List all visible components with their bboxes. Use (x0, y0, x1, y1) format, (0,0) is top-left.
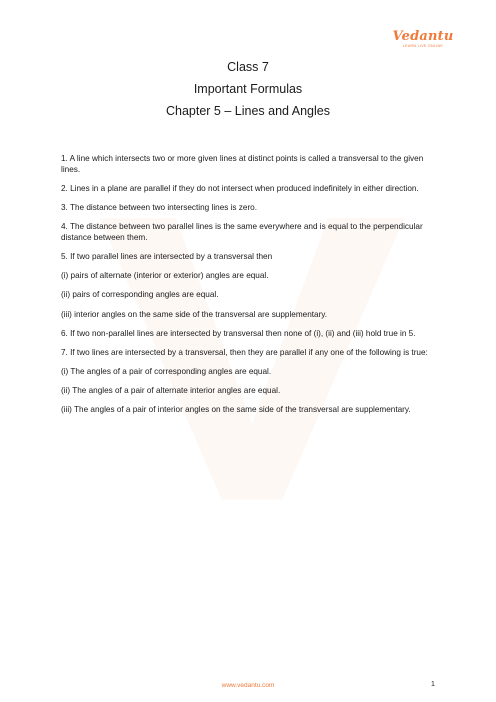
document-header (0, 56, 496, 122)
point-5-ii: (ii) pairs of corresponding angles are equal. (61, 290, 219, 300)
page-number: 1 (431, 681, 435, 688)
logo-wordmark: Vedantu (392, 29, 454, 44)
point-6: 6. If two non-parallel lines are intersected by transversal then none of (i), (ii) and (iii) hold true in 5. (61, 328, 416, 338)
point-7: 7. If two lines are intersected by a transversal, then they are parallel if any one of the following is true: (61, 347, 428, 357)
vedantu-logo (392, 30, 454, 49)
point-5: 5. If two parallel lines are intersected by a transversal then (61, 251, 273, 261)
formula-list (61, 154, 436, 425)
point-1: 1. A line which intersects two or more given lines at distinct points is called a transversal to the given lines. (61, 154, 424, 174)
document-subtitle: Important Formulas (193, 82, 303, 96)
point-3: 3. The distance between two intersecting lines is zero. (61, 202, 258, 212)
class-title: Class 7 (227, 60, 269, 74)
point-5-iii: (iii) interior angles on the same side of the transversal are supplementary. (61, 309, 328, 319)
point-7-ii: (ii) The angles of a pair of alternate interior angles are equal. (61, 386, 281, 396)
point-2: 2. Lines in a plane are parallel if they do not intersect when produced indefinitely in either direction. (61, 183, 419, 193)
point-5-i: (i) pairs of alternate (interior or exterior) angles are equal. (61, 271, 269, 281)
footer-url-link[interactable]: www.vedantu.com (221, 682, 275, 689)
chapter-title: Chapter 5 – Lines and Angles (165, 104, 330, 118)
point-4: 4. The distance between two parallel lines is the same everywhere and is equal to the perpendicular distance between them. (61, 222, 423, 242)
point-7-i: (i) The angles of a pair of corresponding angles are equal. (61, 367, 272, 377)
logo-tagline: LEARN LIVE ONLINE (402, 44, 444, 48)
point-7-iii: (iii) The angles of a pair of interior angles on the same side of the transversal are supplementary. (61, 405, 411, 415)
